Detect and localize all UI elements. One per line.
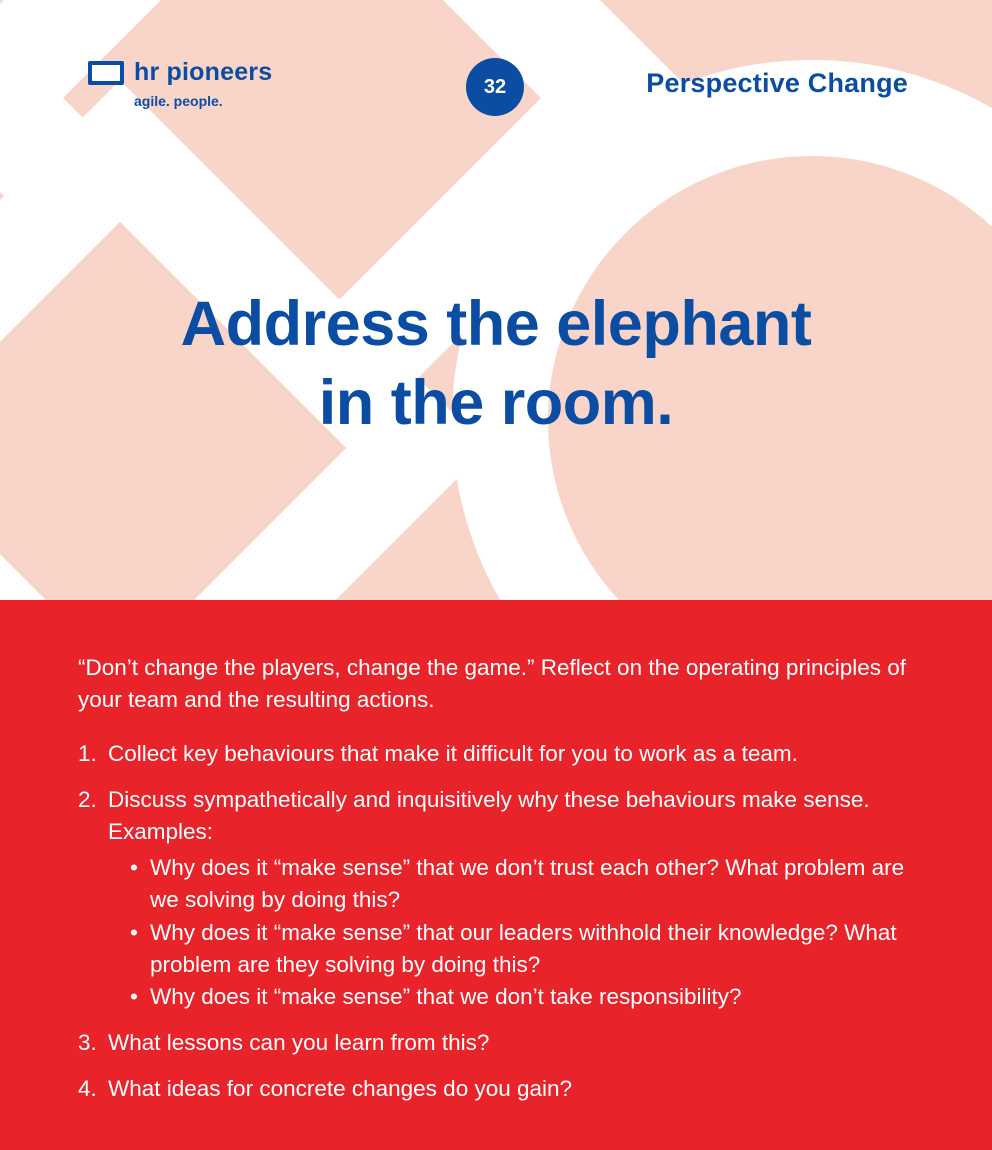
step-number: 4. (78, 1076, 97, 1102)
card-title-line-2: in the room. (318, 367, 674, 438)
list-item (78, 738, 912, 770)
list-item (78, 784, 912, 1014)
step-number: 1. (78, 740, 97, 766)
instructions-panel (0, 600, 992, 1150)
step-text: What ideas for concrete changes do you gain? (108, 1076, 573, 1102)
card-header (0, 0, 992, 140)
card-title-line-1: Address the elephant (180, 289, 812, 359)
step-text: What lessons can you learn from this? (108, 1030, 490, 1056)
brand-name: hr pioneers (134, 58, 273, 86)
steps-list (78, 738, 912, 1105)
intro-paragraph: “Don’t change the players, change the game.” Reflect on the operating principles of your team and the resulting actions. (78, 655, 906, 712)
brand-logo (88, 58, 272, 109)
sub-list-item: • Why does it “make sense” that we don’t take responsibility? (128, 981, 912, 1013)
list-item (78, 1073, 912, 1105)
step-number: 3. (78, 1030, 97, 1056)
card-title (0, 285, 992, 443)
card-number-badge: 32 (466, 58, 524, 116)
step-number: 2. (78, 786, 97, 812)
sub-list-item: • Why does it “make sense” that we don’t trust each other? What problem are we solving by doing this? (128, 852, 912, 916)
step-text: Discuss sympathetically and inquisitively why these behaviours make sense. Examples: (108, 786, 870, 844)
category-label: Perspective Change (646, 68, 908, 98)
logo-mark-icon (88, 61, 124, 85)
list-item (78, 1027, 912, 1059)
sub-list-item: • Why does it “make sense” that our leaders withhold their knowledge? What problem are they solving by doing this? (128, 917, 912, 981)
step-text: Collect key behaviours that make it difficult for you to work as a team. (108, 740, 798, 766)
sub-list (128, 852, 912, 1014)
brand-tagline: agile. people. (134, 93, 223, 109)
